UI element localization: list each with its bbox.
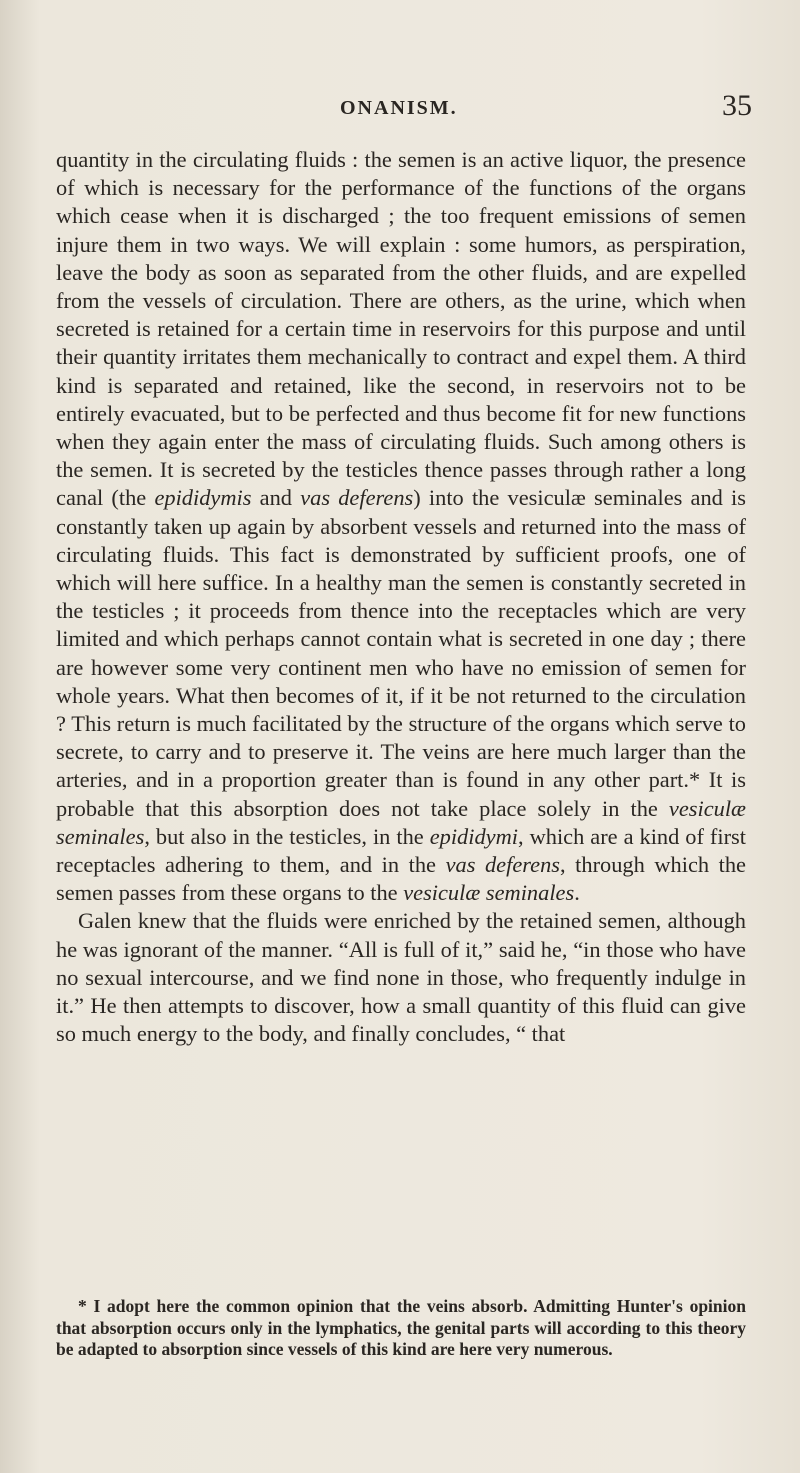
text-run: ) into the vesiculæ seminales and is constantly taken up again by absorbent vessels and returned into the mass of circulating fluids. This fact is demonstrated by sufficient proofs, one of which will here suffice. In a healthy man the semen is constantly secreted in the testicles ; it proceeds from thence into the receptacles which are very limited and which perhaps cannot contain what is secreted in one day ; there are however some very continent men who have no emission of semen for whole years. What then becomes of it, if it be not returned to the circulation ? This return is much facilitated by the structure of the organs which serve to secrete, to carry and to preserve it. The veins are here much larger than the arteries, and in a proportion greater than is found in any other part.* It is probable that this absorption does not take place solely in the — [56, 485, 746, 821]
text-run: , through which the semen passes from these organs to the — [56, 852, 746, 906]
running-head: ONANISM. — [340, 97, 458, 119]
italic-term: vas deferens — [300, 485, 414, 511]
italic-term: epididymi — [429, 823, 518, 849]
page-header — [0, 89, 800, 135]
text-run: , but also in the testicles, in the — [144, 823, 430, 849]
text-run: and — [251, 485, 301, 511]
italic-term: vas deferens — [445, 852, 560, 878]
footnote: * I adopt here the common opinion that the veins absorb. Admitting Hunter's opinion that absorption occurs only in the lymphatics, the genital parts will according to this theory be adapted to absorption since vessels of this kind are here very numerous. — [56, 1296, 746, 1359]
text-run: , which are a kind of first receptacles adhering to them, and in the — [56, 823, 746, 878]
italic-term: vesiculæ seminales — [403, 880, 575, 906]
page-number: 35 — [722, 89, 752, 122]
text-run: quantity in the circulating fluids : the semen is an active liquor, the presence of which is necessary for the performance of the functions of the organs which cease when it is discharged ; the too frequent emissions of semen injure them in two ways. We will explain : some humors, as perspiration, leave the body as soon as separated from the other fluids, and are expelled from the vessels of circulation. There are others, as the urine, which when secreted is retained for a certain time in reservoirs for this purpose and until their quantity irritates them mechanically to contract and expel them. A third kind is separated and retained, like the second, in reservoirs not to be entirely evacuated, but to be perfected and thus become fit for new functions when they again enter the mass of circulating fluids. Such among others is the semen. It is secreted by the testicles thence passes through rather a long canal (the — [56, 147, 746, 511]
paragraph-2: Galen knew that the fluids were enriched by the retained semen, although he was ignorant of the manner. “All is full of it,” said he, “in those who have no sexual intercourse, and we find none in those, who frequently indulge in it.” He then attempts to discover, how a small quantity of this fluid can give so much energy to the body, and finally concludes, “ that — [56, 908, 746, 1047]
italic-term: epididymis — [154, 485, 252, 511]
body-text — [56, 146, 746, 1049]
paragraph-1 — [56, 146, 746, 907]
italic-term: vesiculæ seminales — [56, 795, 746, 849]
text-run: . — [574, 880, 580, 906]
